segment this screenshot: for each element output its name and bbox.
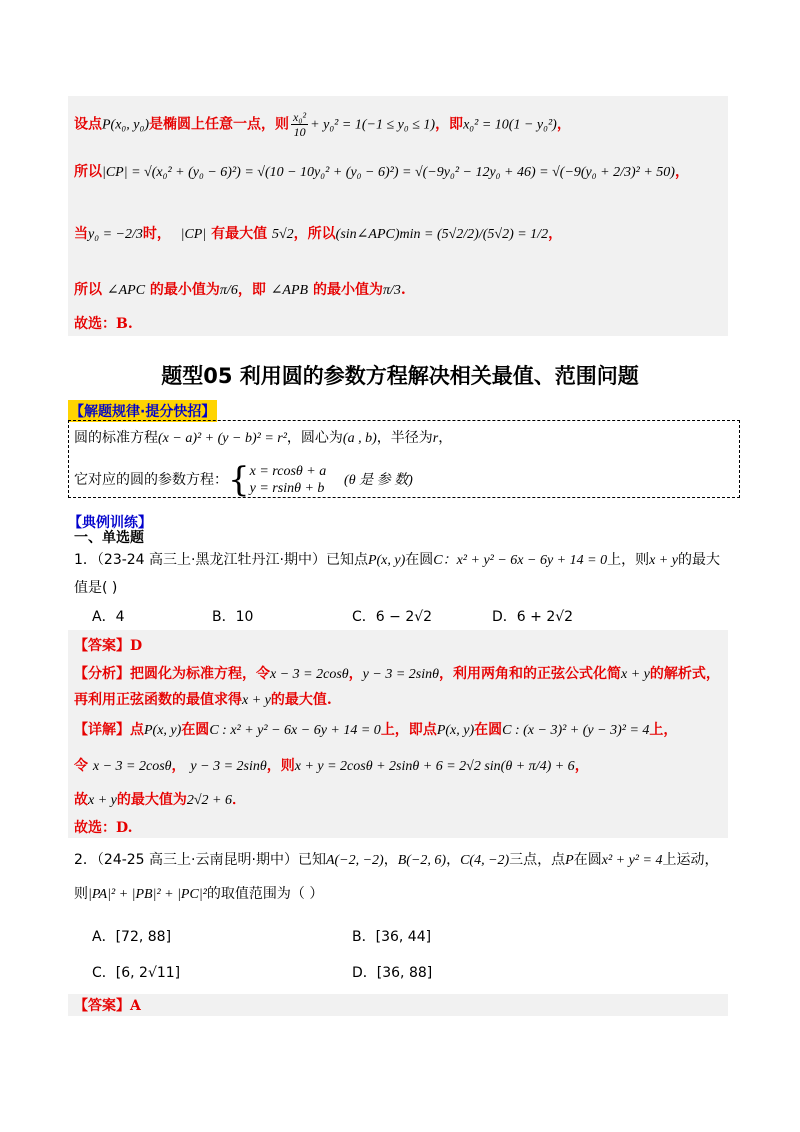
- q1-stem-line-1: 1．（23-24 高三上·黑龙江牡丹江·期中）已知点P(x, y)在圆C：x² + y² − 6x − 6y + 14 = 0上，则x + y的最大: [74, 552, 720, 568]
- brace-icon: {: [228, 460, 250, 500]
- q1-answer: 【答案】D: [74, 638, 143, 654]
- q2-option-b[interactable]: B．[36, 44]: [352, 929, 432, 945]
- q1-conclusion: 故选：D.: [74, 820, 133, 836]
- q1-option-a[interactable]: A．4: [92, 609, 125, 625]
- q1-option-d[interactable]: D．6 + 2√2: [492, 609, 574, 625]
- solution-conclusion: 故选：B.: [74, 316, 133, 332]
- q2-option-a[interactable]: A．[72, 88]: [92, 929, 172, 945]
- q1-analysis-line-2: 再利用正弦函数的最值求得x + y的最大值.: [74, 692, 332, 708]
- solution-line-4: 所以 ∠APC 的最小值为π/6，即 ∠APB 的最小值为π/3.: [74, 282, 406, 298]
- solution-line-3: 当y₀ = −2/3时， |CP| 有最大值 5√2，所以(sin∠APC)min = (5√2/2)/(5√2) = 1/2，: [74, 226, 563, 242]
- q1-detail-line-2: 令 x − 3 = 2cosθ， y − 3 = 2sinθ，则x + y = 2cosθ + 2sinθ + 6 = 2√2 sin(θ + π/4) + 6，: [74, 758, 589, 774]
- q1-stem-line-2: 值是( ): [74, 580, 118, 596]
- tip-line-2: 它对应的圆的参数方程：{ x = rcosθ + a y = rsinθ + b (θ 是 参 数): [74, 460, 413, 500]
- section-heading: 题型05 利用圆的参数方程解决相关最值、范围问题: [161, 364, 639, 388]
- solution-line-2: 所以|CP| = √(x₀² + (y₀ − 6)²) = √(10 − 10y₀² + (y₀ − 6)²) = √(−9y₀² − 12y₀ + 46) = √(−9(y₀ + 2/3)² + 50)，: [74, 164, 689, 180]
- tip-tag: 【解题规律·提分快招】: [68, 400, 217, 422]
- q2-answer: 【答案】A: [74, 998, 141, 1014]
- q1-option-b[interactable]: B．10: [212, 609, 254, 625]
- tip-line-1: 圆的标准方程(x − a)² + (y − b)² = r²，圆心为(a , b)，半径为r，: [74, 430, 453, 446]
- q1-option-c[interactable]: C．6 − 2√2: [352, 609, 433, 625]
- q2-stem-line-1: 2．（24-25 高三上·云南昆明·期中）已知A(−2, −2)，B(−2, 6)，C(4, −2)三点，点P在圆x² + y² = 4上运动，: [74, 852, 719, 868]
- q1-detail-line-3: 故x + y的最大值为2√2 + 6．: [74, 792, 247, 808]
- single-choice-heading: 一、单选题: [74, 530, 144, 546]
- q1-analysis-line-1: 【分析】把圆化为标准方程，令x − 3 = 2cosθ，y − 3 = 2sinθ，利用两角和的正弦公式化简x + y的解析式，: [74, 666, 720, 682]
- fraction-x0sq-over-10: $\frac{\text{x₀²}}{10}$: [293, 110, 307, 139]
- q2-stem-line-2: 则|PA|² + |PB|² + |PC|²的取值范围为（ ）: [74, 886, 324, 902]
- q2-option-c[interactable]: C．[6, 2√11]: [92, 965, 181, 981]
- q1-detail-line-1: 【详解】点P(x, y)在圆C : x² + y² − 6x − 6y + 14 = 0上，即点P(x, y)在圆C : (x − 3)² + (y − 3)² = 4上，: [74, 722, 678, 738]
- practice-label: 【典例训练】: [68, 515, 152, 531]
- solution-line-1: 设点P(x₀, y₀)是椭圆上任意一点，则 $\frac{\text{x₀²}}{10}$ + y₀² = 1(−1 ≤ y₀ ≤ 1)，即x₀² = 10(1 − y₀²)，: [74, 110, 571, 139]
- q2-option-d[interactable]: D．[36, 88]: [352, 965, 433, 981]
